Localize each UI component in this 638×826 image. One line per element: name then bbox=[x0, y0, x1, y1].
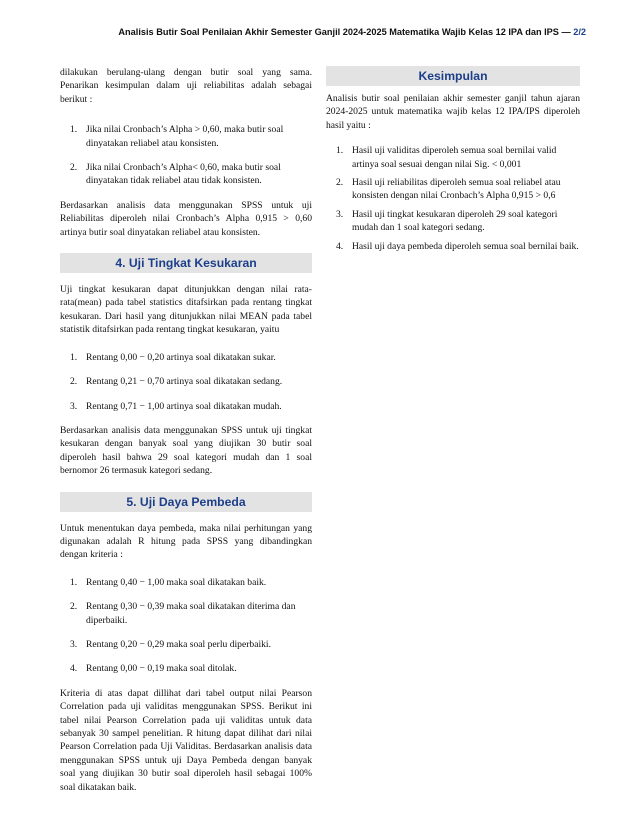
list-item: 2. Hasil uji reliabilitas diperoleh semua soal reliabel atau konsisten dengan nilai Cronbach’s Alpha 0,915 > 0,6 bbox=[336, 177, 561, 202]
right-column bbox=[326, 66, 580, 258]
list-item: 2. Rentang 0,21 − 0,70 artinya soal dikatakan sedang. bbox=[70, 376, 283, 388]
reliability-result: Berdasarkan analisis data menggunakan SPSS untuk uji Reliabilitas diperoleh nilai Cronbach’s Alpha 0,915 > 0,60 artinya butir soal dinyatakan reliabel atau konsisten. bbox=[60, 199, 312, 238]
list-item: 4. Rentang 0,00 − 0,19 maka soal ditolak. bbox=[70, 663, 237, 675]
list-item: 2. Rentang 0,30 − 0,39 maka soal dikatakan diterima dan diperbaiki. bbox=[70, 601, 296, 626]
section-heading-discrimination: 5. Uji Daya Pembeda bbox=[60, 492, 312, 512]
discrimination-intro: Untuk menentukan daya pembeda, maka nilai perhitungan yang digunakan adalah R hitung pada SPSS yang dibandingkan dengan kriteria : bbox=[60, 522, 312, 561]
section-heading-difficulty: 4. Uji Tingkat Kesukaran bbox=[60, 253, 312, 273]
section-heading-conclusion: Kesimpulan bbox=[326, 66, 580, 86]
list-item: 1. Rentang 0,00 − 0,20 artinya soal dikatakan sukar. bbox=[70, 351, 276, 363]
conclusion-list bbox=[326, 144, 580, 253]
page-number-link[interactable]: 2/2 bbox=[573, 27, 586, 37]
list-item: 4. Hasil uji daya pembeda diperoleh semua soal bernilai baik. bbox=[336, 240, 579, 252]
list-item: 3. Hasil uji tingkat kesukaran diperoleh 29 soal kategori mudah dan 1 soal kategori sedang. bbox=[336, 208, 558, 234]
reliability-intro: dilakukan berulang-ulang dengan butir soal yang sama. Penarikan kesimpulan dalam uji reliabilitas adalah sebagai berikut : bbox=[60, 67, 312, 105]
difficulty-intro: Uji tingkat kesukaran dapat ditunjukkan dengan nilai rata-rata(mean) pada tabel statistics ditafsirkan pada rentang tingkat kesukaran. Dari hasil yang ditunjukkan nilai MEAN pada tabel statistik ditafsirkan pada rentang tingkat kesukaran, yaitu bbox=[60, 284, 312, 336]
discrimination-criteria-list bbox=[60, 576, 312, 676]
discrimination-result: Kriteria di atas dapat dillihat dari tabel output nilai Pearson Correlation pada uji validitas menggunakan SPSS. Berikut ini tabel nilai Pearson Correlation pada uji validitas untuk data sebanyak 30 sampel penelitian. R hitung dapat dilihat dari nilai Pearson Correlation pada Uji Validitas. Berdasarkan analisis data menggunakan SPSS untuk uji Daya Pembeda dengan banyak soal yang diujikan 30 butir soal diperoleh hasil sebagai 100% soal dikatakan baik. bbox=[60, 687, 312, 793]
list-item: 3. Rentang 0,20 − 0,29 maka soal perlu diperbaiki. bbox=[70, 638, 271, 650]
left-column bbox=[60, 66, 312, 794]
difficulty-result: Berdasarkan analisis data menggunakan SPSS untuk uji tingkat kesukaran dengan banyak soal yang diujikan 30 butir soal diperoleh hasil bahwa 29 soal kategori mudah dan 1 soal bernomor 26 termasuk kategori sedang. bbox=[60, 424, 312, 477]
list-item: 2. Jika nilai Cronbach’s Alpha< 0,60, maka butir soal dinyatakan tidak reliabel atau tidak konsisten. bbox=[70, 162, 281, 187]
running-header bbox=[118, 27, 586, 37]
list-item: 1. Jika nilai Cronbach’s Alpha > 0,60, maka butir soal dinyatakan reliabel atau konsisten. bbox=[70, 124, 284, 149]
difficulty-criteria-list bbox=[60, 351, 312, 413]
conclusion-intro: Analisis butir soal penilaian akhir semester ganjil tahun ajaran 2024-2025 untuk matematika wajib kelas 12 IPA/IPS diperoleh hasil yaitu : bbox=[326, 93, 580, 131]
list-item: 1. Hasil uji validitas diperoleh semua soal bernilai valid artinya soal sesuai dengan nilai Sig. < 0,001 bbox=[336, 145, 557, 170]
list-item: 3. Rentang 0,71 − 1,00 artinya soal dikatakan mudah. bbox=[70, 400, 282, 412]
header-title: Analisis Butir Soal Penilaian Akhir Semester Ganjil 2024-2025 Matematika Wajib Kelas 12 IPA dan IPS — bbox=[118, 27, 571, 37]
reliability-criteria-list bbox=[60, 123, 312, 188]
list-item: 1. Rentang 0,40 − 1,00 maka soal dikatakan baik. bbox=[70, 576, 267, 588]
